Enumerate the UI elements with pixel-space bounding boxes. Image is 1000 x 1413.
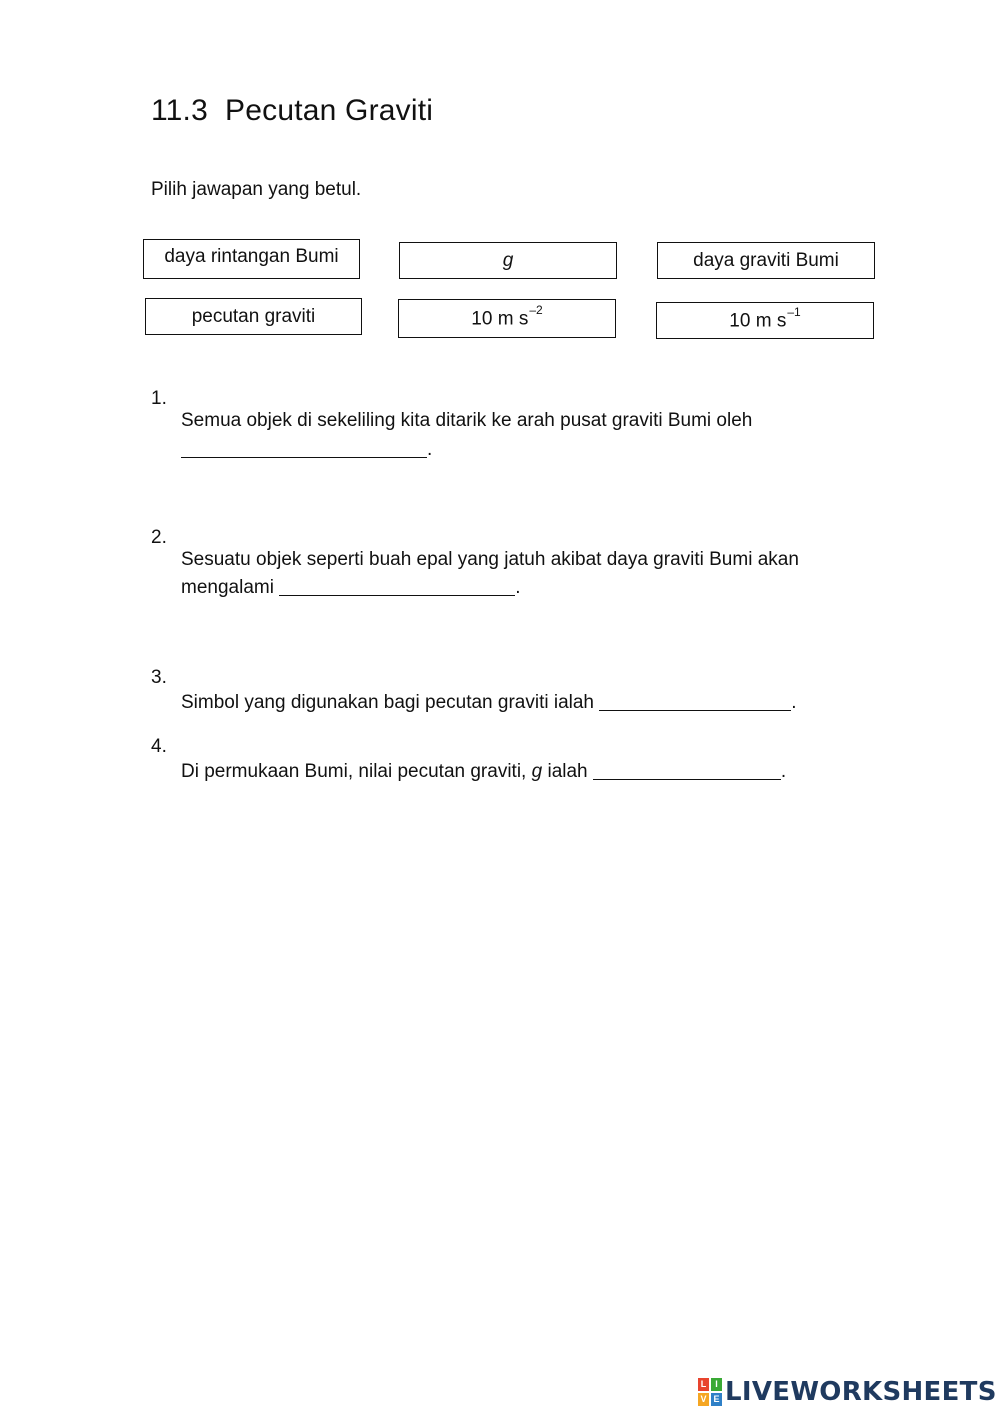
- question-text: Semua objek di sekeliling kita ditarik ke arah pusat graviti Bumi oleh: [181, 410, 753, 431]
- answer-blank-2[interactable]: [279, 577, 515, 596]
- option-label: 10 m $s^{-2}$: [471, 303, 543, 330]
- instruction-text: Pilih jawapan yang betul.: [151, 179, 362, 200]
- question-1: 1. Semua objek di sekeliling kita ditarik ke arah pusat graviti Bumi oleh .: [151, 388, 753, 460]
- question-2: 2. Sesuatu objek seperti buah epal yang jatuh akibat daya graviti Bumi akan mengalami .: [151, 527, 799, 598]
- question-3: 3. Simbol yang digunakan bagi pecutan graviti ialah .: [151, 667, 797, 713]
- question-text: Sesuatu objek seperti buah epal yang jatuh akibat daya graviti Bumi akan: [181, 549, 799, 570]
- liveworksheets-logo: [698, 1375, 997, 1409]
- option-10-m-s-2[interactable]: [398, 299, 616, 338]
- option-daya-graviti-bumi[interactable]: [657, 242, 875, 279]
- option-daya-rintangan-bumi[interactable]: [143, 239, 360, 279]
- option-label: pecutan graviti: [191, 305, 316, 327]
- answer-blank-4[interactable]: [593, 761, 781, 780]
- page-title: 11.3 Pecutan Graviti: [151, 94, 434, 127]
- option-label: daya graviti Bumi: [693, 249, 839, 271]
- live-cube-icon: L I V E: [698, 1378, 722, 1406]
- question-number: 4.: [151, 736, 167, 757]
- question-number: 2.: [151, 527, 167, 548]
- option-label: g: [502, 249, 514, 271]
- question-text: Di permukaan Bumi, nilai pecutan graviti,: [181, 761, 532, 782]
- question-number: 1.: [151, 388, 167, 409]
- option-label: daya rintangan Bumi: [164, 246, 339, 267]
- option-pecutan-graviti[interactable]: [145, 298, 362, 335]
- option-g-symbol[interactable]: [399, 242, 617, 279]
- option-label: 10 m $s^{-1}$: [729, 305, 801, 332]
- option-10-m-s-1[interactable]: [656, 302, 874, 339]
- question-number: 3.: [151, 667, 167, 688]
- question-text: Simbol yang digunakan bagi pecutan graviti ialah: [181, 692, 600, 713]
- logo-text: LIVEWORKSHEETS: [725, 1377, 997, 1407]
- answer-blank-3[interactable]: [599, 692, 791, 711]
- question-4: 4. Di permukaan Bumi, nilai pecutan graviti, g ialah .: [151, 736, 787, 782]
- answer-blank-1[interactable]: [181, 439, 427, 458]
